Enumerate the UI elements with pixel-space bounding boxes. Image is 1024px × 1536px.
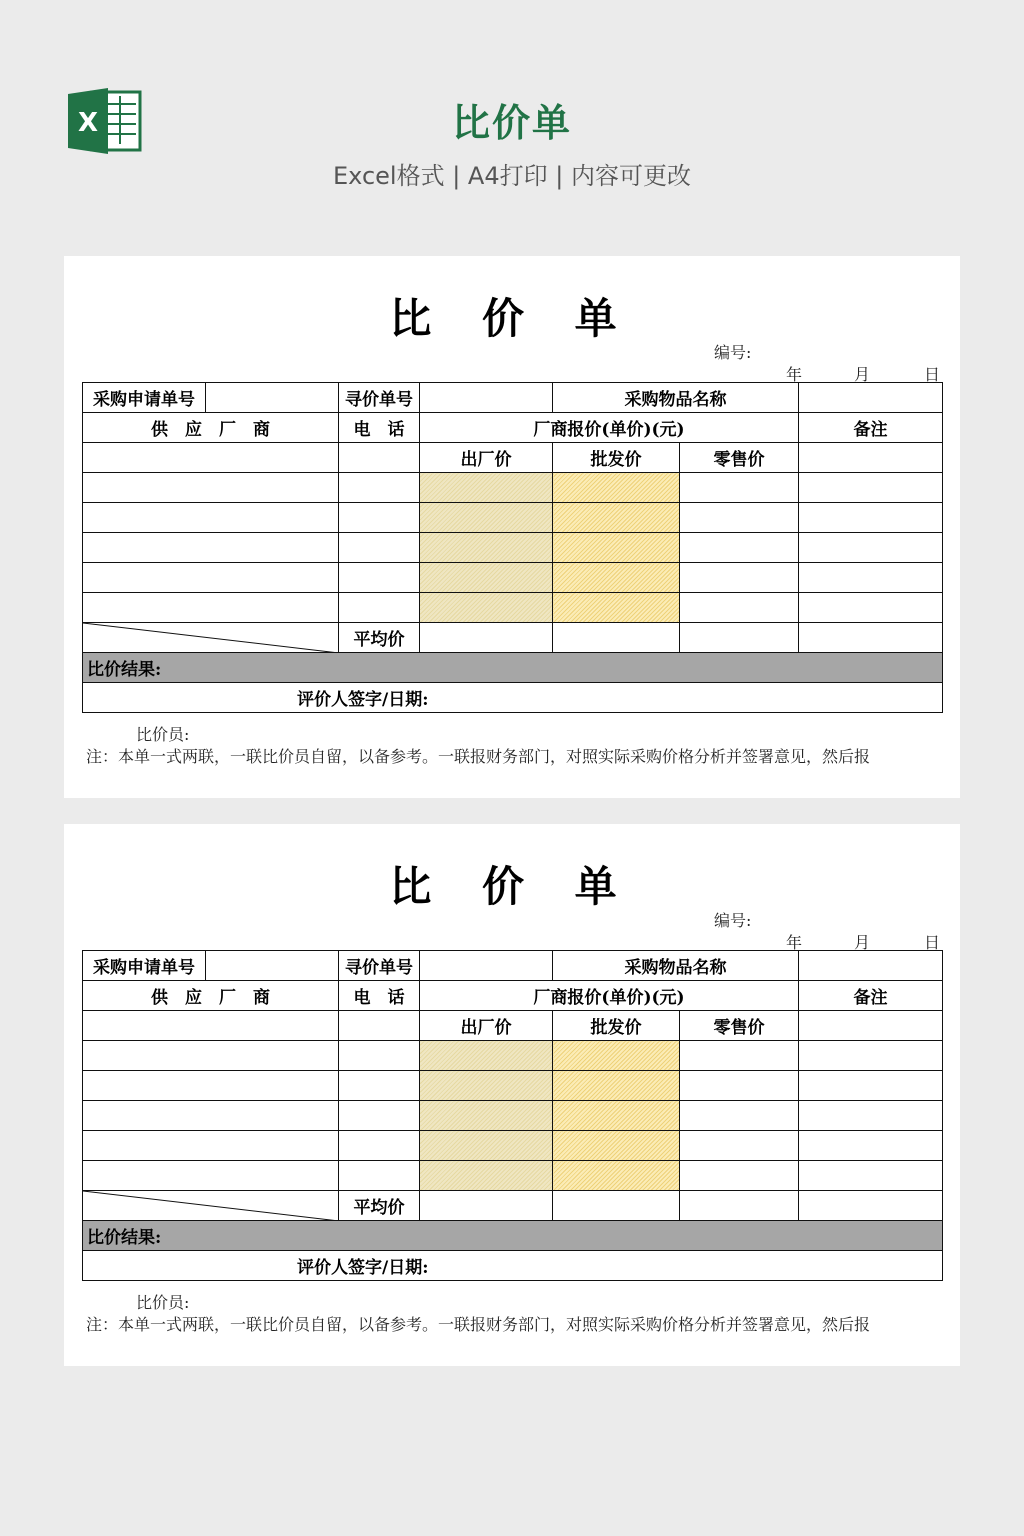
page-header [0, 0, 1024, 230]
retail-price-cell[interactable] [680, 563, 799, 593]
retail-price-cell[interactable] [680, 1041, 799, 1071]
factory-price-cell[interactable] [420, 503, 553, 533]
date-month-label: 月 [854, 365, 871, 384]
remark-cell[interactable] [799, 1041, 943, 1071]
clerk-label: 比价员: [136, 725, 190, 744]
wholesale-price-header: 批发价 [553, 443, 680, 473]
phone-cell[interactable] [339, 1161, 420, 1191]
phone-cell[interactable] [339, 1101, 420, 1131]
table-row [83, 1161, 943, 1191]
remark-cell[interactable] [799, 1011, 943, 1041]
table-row [83, 1101, 943, 1131]
wholesale-price-cell[interactable] [553, 1131, 680, 1161]
date-year-label: 年 [786, 365, 803, 384]
supplier-header: 供 应 厂 商 [83, 413, 339, 443]
factory-price-cell[interactable] [420, 533, 553, 563]
diagonal-line [83, 1191, 339, 1221]
factory-price-header: 出厂价 [420, 1011, 553, 1041]
price-comparison-sheet-2 [64, 824, 960, 1366]
serial-number-label: 编号: [714, 343, 752, 362]
phone-cell[interactable] [339, 593, 420, 623]
retail-price-cell[interactable] [680, 473, 799, 503]
supplier-cell[interactable] [83, 563, 339, 593]
price-comparison-table [82, 950, 943, 1281]
average-price-label: 平均价 [339, 1191, 420, 1221]
retail-price-header: 零售价 [680, 443, 799, 473]
wholesale-price-cell[interactable] [553, 503, 680, 533]
page-subtitle: Excel格式 | A4打印 | 内容可更改 [333, 162, 691, 190]
remark-cell[interactable] [799, 593, 943, 623]
supplier-cell[interactable] [83, 503, 339, 533]
inquiry-no-label: 寻价单号 [339, 951, 420, 981]
table-row [83, 563, 943, 593]
wholesale-price-cell[interactable] [553, 533, 680, 563]
purchase-request-no-cell[interactable] [206, 951, 339, 981]
factory-price-cell[interactable] [420, 473, 553, 503]
wholesale-price-cell[interactable] [553, 593, 680, 623]
diagonal-line [83, 623, 339, 653]
avg-retail-price-cell[interactable] [680, 623, 799, 653]
quote-header: 厂商报价(单价)(元) [420, 413, 799, 443]
phone-cell[interactable] [339, 1011, 420, 1041]
avg-retail-price-cell[interactable] [680, 1191, 799, 1221]
page-title: 比价单 [451, 101, 572, 145]
factory-price-cell[interactable] [420, 1041, 553, 1071]
comparison-result-label[interactable]: 比价结果: [83, 653, 943, 683]
wholesale-price-cell[interactable] [553, 473, 680, 503]
phone-cell[interactable] [339, 443, 420, 473]
inquiry-no-cell[interactable] [420, 951, 553, 981]
factory-price-cell[interactable] [420, 1131, 553, 1161]
item-name-label: 采购物品名称 [553, 383, 799, 413]
remark-cell[interactable] [799, 1071, 943, 1101]
phone-cell[interactable] [339, 503, 420, 533]
wholesale-price-cell[interactable] [553, 1101, 680, 1131]
item-name-cell[interactable] [799, 951, 943, 981]
price-comparison-table [82, 382, 943, 713]
supplier-cell[interactable] [83, 533, 339, 563]
retail-price-cell[interactable] [680, 593, 799, 623]
phone-cell[interactable] [339, 1131, 420, 1161]
table-row [83, 1041, 943, 1071]
supplier-cell[interactable] [83, 473, 339, 503]
purchase-request-no-label: 采购申请单号 [83, 383, 206, 413]
phone-cell[interactable] [339, 1041, 420, 1071]
quote-header: 厂商报价(单价)(元) [420, 981, 799, 1011]
price-comparison-sheet-1 [64, 256, 960, 798]
factory-price-cell[interactable] [420, 1101, 553, 1131]
sheet-title: 比 价 单 [389, 862, 635, 911]
supplier-cell[interactable] [83, 443, 339, 473]
average-price-label: 平均价 [339, 623, 420, 653]
avg-factory-price-cell[interactable] [420, 1191, 553, 1221]
supplier-cell[interactable] [83, 1011, 339, 1041]
supplier-cell[interactable] [83, 1101, 339, 1131]
supplier-cell[interactable] [83, 1161, 339, 1191]
phone-cell[interactable] [339, 473, 420, 503]
remark-cell[interactable] [799, 1131, 943, 1161]
serial-number-label: 编号: [714, 911, 752, 930]
retail-price-cell[interactable] [680, 1071, 799, 1101]
item-name-label: 采购物品名称 [553, 951, 799, 981]
supplier-cell[interactable] [83, 593, 339, 623]
diagonal-cell [83, 623, 339, 653]
phone-cell[interactable] [339, 1071, 420, 1101]
inquiry-no-label: 寻价单号 [339, 383, 420, 413]
supplier-cell[interactable] [83, 1071, 339, 1101]
retail-price-header: 零售价 [680, 1011, 799, 1041]
remark-cell[interactable] [799, 503, 943, 533]
table-row [83, 533, 943, 563]
remark-header: 备注 [799, 981, 943, 1011]
wholesale-price-header: 批发价 [553, 1011, 680, 1041]
avg-factory-price-cell[interactable] [420, 623, 553, 653]
table-row [83, 1071, 943, 1101]
supplier-header: 供 应 厂 商 [83, 981, 339, 1011]
date-year-label: 年 [786, 933, 803, 952]
wholesale-price-cell[interactable] [553, 563, 680, 593]
phone-header: 电 话 [339, 981, 420, 1011]
date-day-label: 日 [924, 365, 941, 384]
phone-cell[interactable] [339, 533, 420, 563]
svg-text:X: X [77, 108, 99, 138]
table-row [83, 503, 943, 533]
phone-header: 电 话 [339, 413, 420, 443]
sheet-title: 比 价 单 [389, 294, 635, 343]
wholesale-price-cell[interactable] [553, 1161, 680, 1191]
purchase-request-no-label: 采购申请单号 [83, 951, 206, 981]
item-name-cell[interactable] [799, 383, 943, 413]
table-row [83, 593, 943, 623]
avg-wholesale-price-cell[interactable] [553, 623, 680, 653]
table-row [83, 1131, 943, 1161]
phone-cell[interactable] [339, 563, 420, 593]
diagonal-cell [83, 1191, 339, 1221]
remark-cell[interactable] [799, 533, 943, 563]
signature-date-label[interactable]: 评价人签字/日期: [83, 683, 943, 713]
factory-price-cell[interactable] [420, 593, 553, 623]
inquiry-no-cell[interactable] [420, 383, 553, 413]
factory-price-cell[interactable] [420, 563, 553, 593]
table-row [83, 473, 943, 503]
wholesale-price-cell[interactable] [553, 1071, 680, 1101]
remark-cell[interactable] [799, 1161, 943, 1191]
avg-remark-cell[interactable] [799, 1191, 943, 1221]
remark-cell[interactable] [799, 473, 943, 503]
retail-price-cell[interactable] [680, 1131, 799, 1161]
clerk-label: 比价员: [136, 1293, 190, 1312]
avg-wholesale-price-cell[interactable] [553, 1191, 680, 1221]
retail-price-cell[interactable] [680, 503, 799, 533]
remark-header: 备注 [799, 413, 943, 443]
wholesale-price-cell[interactable] [553, 1041, 680, 1071]
supplier-cell[interactable] [83, 1041, 339, 1071]
retail-price-cell[interactable] [680, 1161, 799, 1191]
date-month-label: 月 [854, 933, 871, 952]
date-day-label: 日 [924, 933, 941, 952]
remark-cell[interactable] [799, 563, 943, 593]
note-text: 注：本单一式两联，一联比价员自留，以备参考。一联报财务部门，对照实际采购价格分析并签署意见，然后报 [86, 1315, 871, 1334]
signature-date-label[interactable]: 评价人签字/日期: [83, 1251, 943, 1281]
factory-price-cell[interactable] [420, 1161, 553, 1191]
supplier-cell[interactable] [83, 1131, 339, 1161]
remark-cell[interactable] [799, 443, 943, 473]
factory-price-header: 出厂价 [420, 443, 553, 473]
note-text: 注：本单一式两联，一联比价员自留，以备参考。一联报财务部门，对照实际采购价格分析并签署意见，然后报 [86, 747, 871, 766]
purchase-request-no-cell[interactable] [206, 383, 339, 413]
factory-price-cell[interactable] [420, 1071, 553, 1101]
retail-price-cell[interactable] [680, 533, 799, 563]
avg-remark-cell[interactable] [799, 623, 943, 653]
remark-cell[interactable] [799, 1101, 943, 1131]
retail-price-cell[interactable] [680, 1101, 799, 1131]
comparison-result-label[interactable]: 比价结果: [83, 1221, 943, 1251]
